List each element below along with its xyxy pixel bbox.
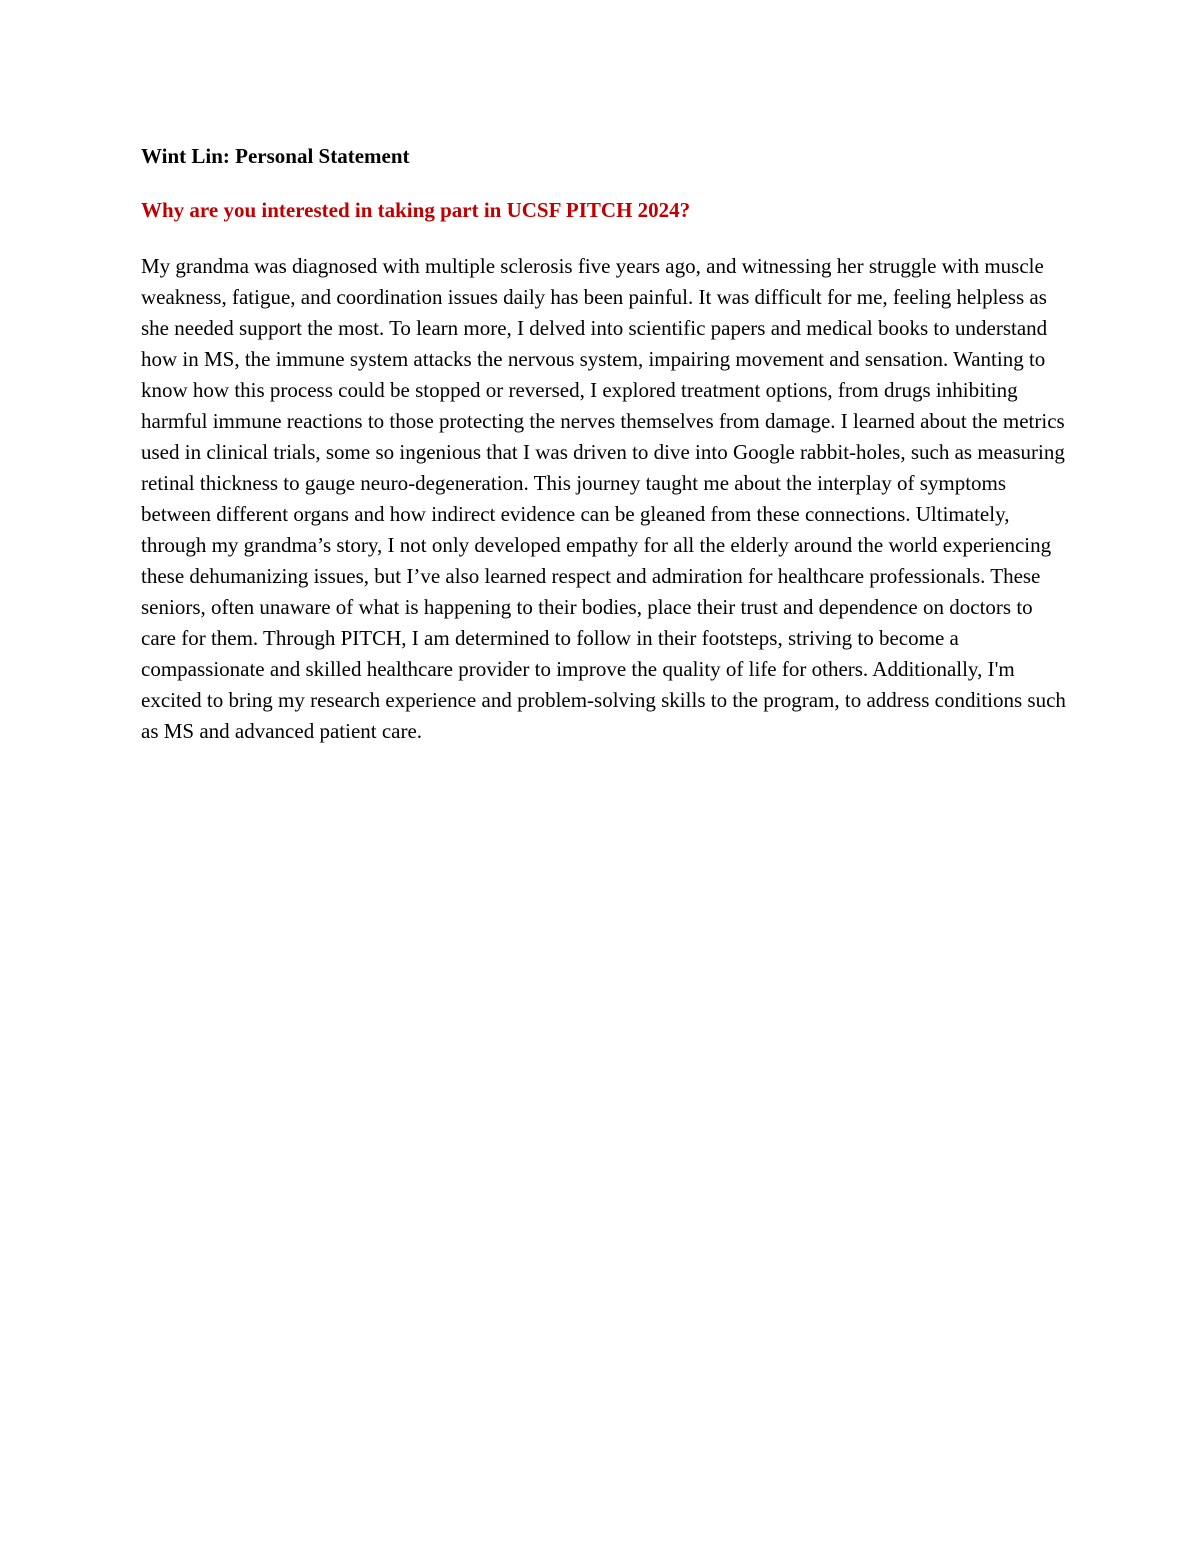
- statement-body: My grandma was diagnosed with multiple sclerosis five years ago, and witnessing her struggle with muscle weakness, fatigue, and coordination issues daily has been painful. It was difficult for me, feeling helpless as she needed support the most. To learn more, I delved into scientific papers and medical books to understand how in MS, the immune system attacks the nervous system, impairing movement and sensation. Wanting to know how this process could be stopped or reversed, I explored treatment options, from drugs inhibiting harmful immune reactions to those protecting the nerves themselves from damage. I learned about the metrics used in clinical trials, some so ingenious that I was driven to dive into Google rabbit-holes, such as measuring retinal thickness to gauge neuro-degeneration. This journey taught me about the interplay of symptoms between different organs and how indirect evidence can be gleaned from these connections. Ultimately, through my grandma’s story, I not only developed empathy for all the elderly around the world experiencing these dehumanizing issues, but I’ve also learned respect and admiration for healthcare professionals. These seniors, often unaware of what is happening to their bodies, place their trust and dependence on doctors to care for them. Through PITCH, I am determined to follow in their footsteps, striving to become a compassionate and skilled healthcare provider to improve the quality of life for others. Additionally, I'm excited to bring my research experience and problem-solving skills to the program, to address conditions such as MS and advanced patient care.: [141, 254, 1066, 743]
- document-content: [141, 142, 1071, 747]
- question-heading: Why are you interested in taking part in UCSF PITCH 2024?: [141, 198, 691, 222]
- document-title: Wint Lin: Personal Statement: [141, 144, 410, 168]
